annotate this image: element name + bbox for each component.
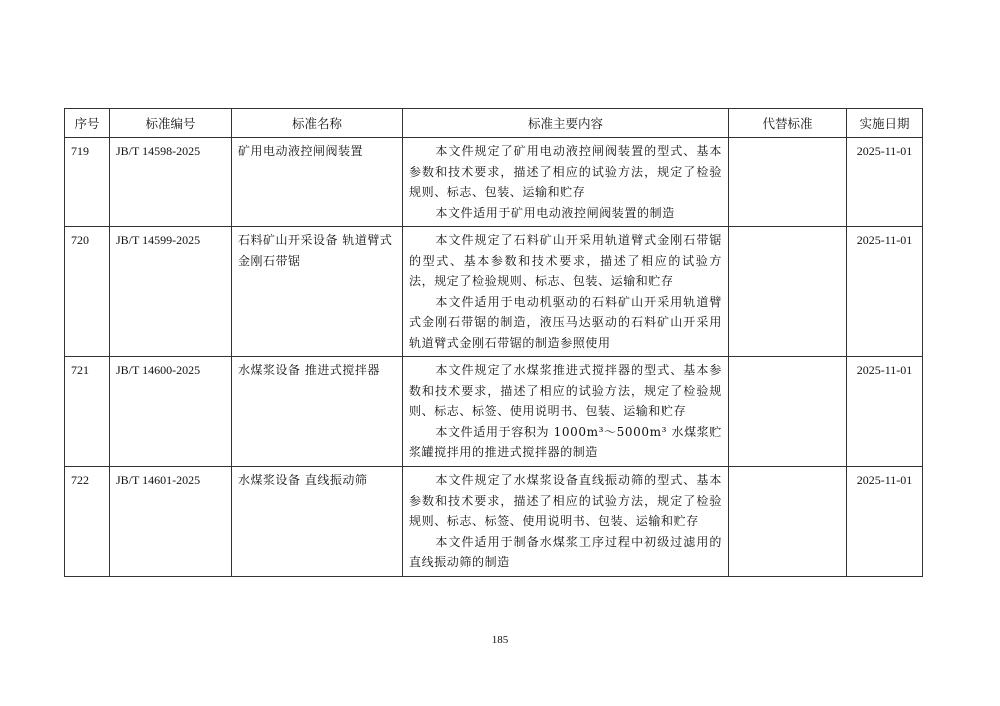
page-number: 185 [491, 634, 509, 646]
row-name: 水煤浆设备 直线振动筛 [232, 467, 403, 577]
table-row [65, 227, 923, 357]
row-replace [729, 357, 847, 467]
content-paragraph: 本文件规定了石料矿山开采用轨道臂式金刚石带锯的型式、基本参数和技术要求，描述了相应的试验方法，规定了检验规则、标志、包装、运输和贮存 [409, 233, 722, 288]
table-row [65, 467, 923, 577]
table-header-row [65, 109, 923, 138]
content-paragraph: 本文件规定了水煤浆推进式搅拌器的型式、基本参数和技术要求，描述了相应的试验方法，规定了检验规则、标志、标签、使用说明书、包装、运输和贮存 [409, 363, 722, 418]
row-code: JB/T 14599-2025 [110, 227, 232, 357]
row-code: JB/T 14600-2025 [110, 357, 232, 467]
content-paragraph: 本文件规定了矿用电动液控闸阀装置的型式、基本参数和技术要求，描述了相应的试验方法，规定了检验规则、标志、包装、运输和贮存 [409, 144, 722, 199]
row-code: JB/T 14598-2025 [110, 138, 232, 227]
table-row [65, 138, 923, 227]
header-seq: 序号 [65, 109, 110, 138]
row-content [403, 467, 729, 577]
row-content [403, 227, 729, 357]
row-date: 2025-11-01 [847, 227, 923, 357]
row-replace [729, 138, 847, 227]
row-replace [729, 227, 847, 357]
row-date: 2025-11-01 [847, 138, 923, 227]
row-date: 2025-11-01 [847, 467, 923, 577]
row-replace [729, 467, 847, 577]
row-name: 矿用电动液控闸阀装置 [232, 138, 403, 227]
row-seq: 720 [65, 227, 110, 357]
row-content [403, 138, 729, 227]
row-name: 石料矿山开采设备 轨道臂式金刚石带锯 [232, 227, 403, 357]
header-content: 标准主要内容 [403, 109, 729, 138]
header-code: 标准编号 [110, 109, 232, 138]
header-date: 实施日期 [847, 109, 923, 138]
content-paragraph: 本文件规定了水煤浆设备直线振动筛的型式、基本参数和技术要求，描述了相应的试验方法，规定了检验规则、标志、标签、使用说明书、包装、运输和贮存 [409, 473, 722, 528]
row-content [403, 357, 729, 467]
content-paragraph: 本文件适用于制备水煤浆工序过程中初级过滤用的直线振动筛的制造 [409, 534, 722, 569]
table-row [65, 357, 923, 467]
header-name: 标准名称 [232, 109, 403, 138]
row-seq: 719 [65, 138, 110, 227]
content-paragraph: 本文件适用于矿用电动液控闸阀装置的制造 [435, 205, 675, 220]
content-paragraph: 本文件适用于容积为 1000m³～5000m³ 水煤浆贮浆罐搅拌用的推进式搅拌器的制造 [409, 424, 722, 459]
row-name: 水煤浆设备 推进式搅拌器 [232, 357, 403, 467]
content-paragraph: 本文件适用于电动机驱动的石料矿山开采用轨道臂式金刚石带锯的制造，液压马达驱动的石料矿山开采用轨道臂式金刚石带锯的制造参照使用 [409, 294, 722, 350]
row-seq: 722 [65, 467, 110, 577]
row-code: JB/T 14601-2025 [110, 467, 232, 577]
standards-table [64, 108, 923, 577]
header-replace: 代替标准 [729, 109, 847, 138]
row-seq: 721 [65, 357, 110, 467]
row-date: 2025-11-01 [847, 357, 923, 467]
